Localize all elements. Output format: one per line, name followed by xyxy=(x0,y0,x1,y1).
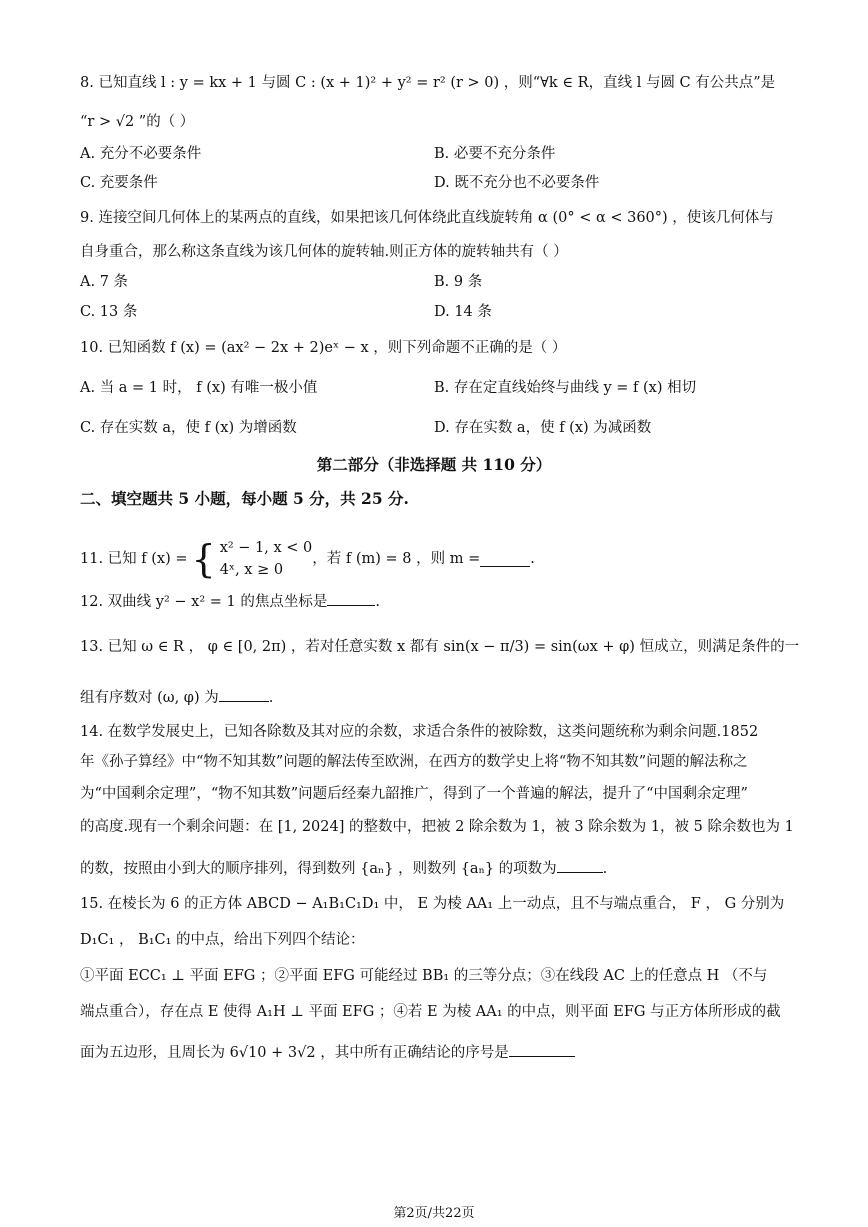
q8-line2: “r > √2 ”的（ ） xyxy=(80,114,195,130)
q11-answer-blank[interactable] xyxy=(480,551,530,567)
q10-option-b: B. 存在定直线始终与曲线 y = f (x) 相切 xyxy=(434,380,697,396)
q11-suffix: ，若 f (m) = 8 ，则 m = xyxy=(312,551,481,567)
q9-option-c: C. 13 条 xyxy=(80,304,138,320)
q11-cases xyxy=(220,537,313,581)
q13-line2-wrap xyxy=(80,686,828,709)
q10-option-d: D. 存在实数 a，使 f (x) 为减函数 xyxy=(434,420,652,436)
q15-line5: 面为五边形，且周长为 6√10 + 3√2 ，其中所有正确结论的序号是 xyxy=(80,1045,509,1061)
q15-line1: 15. 在棱长为 6 的正方体 ABCD − A₁B₁C₁D₁ 中， E 为棱 AA₁ 上一动点，且不与端点重合， F ， G 分别为 xyxy=(80,896,785,912)
q9-line2: 自身重合，那么称这条直线为该几何体的旋转轴.则正方体的旋转轴共有（ ） xyxy=(80,244,568,260)
q11-end: . xyxy=(530,551,535,567)
q9-option-b: B. 9 条 xyxy=(434,274,483,290)
q15-line2: D₁C₁ ， B₁C₁ 的中点，给出下列四个结论： xyxy=(80,932,365,948)
q10-option-a: A. 当 a = 1 时， f (x) 有唯一极小值 xyxy=(80,380,318,396)
q14-line3: 为“中国剩余定理”，“物不知其数”问题后经秦九韶推广，得到了一个普遍的解法，提升了“中国剩余定理” xyxy=(80,786,748,802)
q11-case2: 4ˣ, x ≥ 0 xyxy=(219,562,284,578)
q8-option-b: B. 必要不充分条件 xyxy=(434,146,556,162)
q15-line3: ①平面 ECC₁ ⊥ 平面 EFG ；②平面 EFG 可能经过 BB₁ 的三等分点；③在线段 AC 上的任意点 H （不与 xyxy=(80,968,768,984)
page-footer: 第2页/共22页 xyxy=(393,1206,475,1221)
q11-case1: x² − 1, x < 0 xyxy=(219,540,313,556)
q14-line1: 14. 在数学发展史上，已知各除数及其对应的余数，求适合条件的被除数，这类问题统称为剩余问题.1852 xyxy=(80,724,759,740)
q12-end: . xyxy=(375,594,380,610)
section2-title: 二、填空题共 5 小题，每小题 5 分，共 25 分. xyxy=(80,489,409,508)
q8-option-d: D. 既不充分也不必要条件 xyxy=(434,175,600,191)
q14-line5-wrap xyxy=(80,857,828,880)
q12-text: 12. 双曲线 y² − x² = 1 的焦点坐标是 xyxy=(80,594,328,610)
q15-line4: 端点重合），存在点 E 使得 A₁H ⊥ 平面 EFG ；④若 E 为棱 AA₁ 的中点，则平面 EFG 与正方体所形成的截 xyxy=(80,1004,781,1020)
q11-prefix: 11. 已知 f (x) = xyxy=(80,551,188,567)
q15-answer-blank[interactable] xyxy=(509,1041,575,1057)
q8-line1: 8. 已知直线 l : y = kx + 1 与圆 C : (x + 1)² + y² = r² (r > 0) ，则“∀k ∈ R，直线 l 与圆 C 有公共点”是 xyxy=(80,75,776,91)
q13-line2: 组有序数对 (ω, φ) 为 xyxy=(80,690,219,706)
q14-line5: 的数，按照由小到大的顺序排列，得到数列 {aₙ} ，则数列 {aₙ} 的项数为 xyxy=(80,861,557,877)
q13-end: . xyxy=(268,690,274,706)
q8-option-a: A. 充分不必要条件 xyxy=(80,146,202,162)
q8-option-c: C. 充要条件 xyxy=(80,175,158,191)
q13-answer-blank[interactable] xyxy=(219,686,269,702)
q14-line4: 的高度.现有一个剩余问题：在 [1, 2024] 的整数中，把被 2 除余数为 1，被 3 除余数为 1，被 5 除余数也为 1 xyxy=(80,819,794,835)
q9-option-d: D. 14 条 xyxy=(434,304,492,320)
q11-line xyxy=(80,537,828,581)
q13-line1: 13. 已知 ω ∈ R ， φ ∈ [0, 2π) ，若对任意实数 x 都有 sin(x − π/3) = sin(ωx + φ) 恒成立，则满足条件的一 xyxy=(80,639,800,655)
q14-answer-blank[interactable] xyxy=(557,857,603,873)
part2-title: 第二部分（非选择题 共 110 分） xyxy=(316,455,552,474)
q15-line5-wrap xyxy=(80,1041,828,1064)
q11-brace: { xyxy=(191,537,216,581)
q12-answer-blank[interactable] xyxy=(327,590,375,606)
q14-end: . xyxy=(602,861,608,877)
q12-line xyxy=(80,590,828,613)
q9-line1: 9. 连接空间几何体上的某两点的直线，如果把该几何体绕此直线旋转角 α (0° < α < 360°) ，使该几何体与 xyxy=(80,210,774,226)
q14-line2: 年《孙子算经》中“物不知其数”问题的解法传至欧洲，在西方的数学史上将“物不知其数”问题的解法称之 xyxy=(80,754,748,770)
q9-option-a: A. 7 条 xyxy=(80,274,129,290)
q10-line1: 10. 已知函数 f (x) = (ax² − 2x + 2)eˣ − x ，则下列命题不正确的是（ ） xyxy=(80,340,567,356)
q10-option-c: C. 存在实数 a，使 f (x) 为增函数 xyxy=(80,420,297,436)
